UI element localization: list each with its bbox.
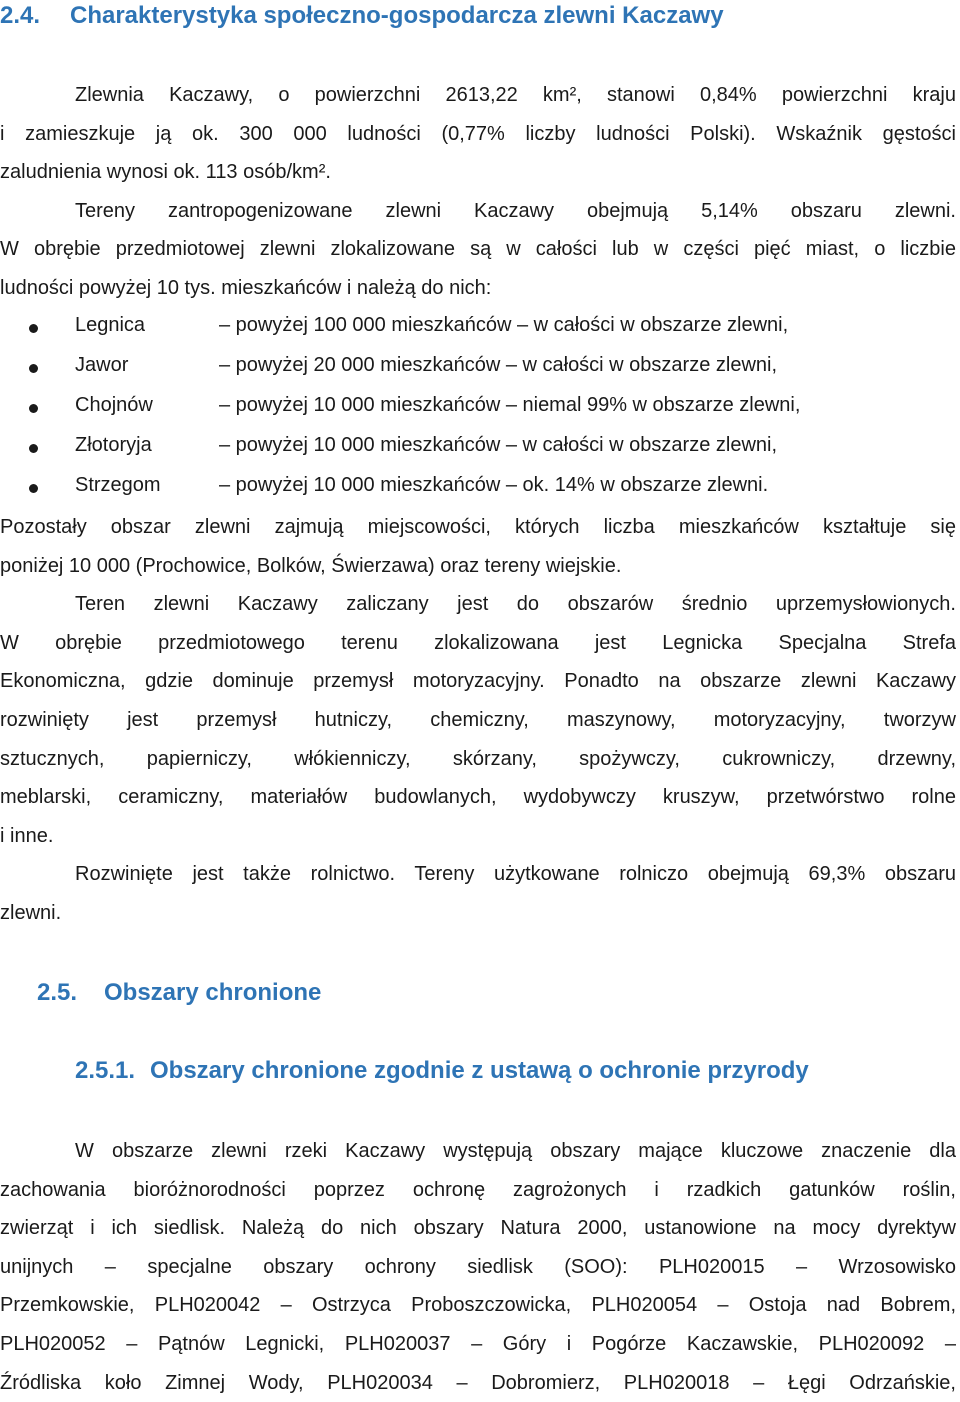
bullet-icon xyxy=(29,484,38,493)
text-line: poniżej 10 000 (Prochowice, Bolków, Świerzawa) oraz tereny wiejskie. xyxy=(0,554,622,577)
text-line: W obrębie przedmiotowego terenu zlokalizowana jest Legnicka Specjalna Strefa xyxy=(0,631,956,654)
text-line: meblarski, ceramiczny, materiałów budowlanych, wydobywczy kruszyw, przetwórstwo rolne xyxy=(0,786,956,809)
city-name: Chojnów xyxy=(75,394,153,416)
section-heading-2-4 xyxy=(0,2,724,30)
heading-number: 2.4. xyxy=(0,2,41,29)
cities-list xyxy=(0,309,960,509)
city-name: Legnica xyxy=(75,314,146,336)
list-item xyxy=(0,349,960,389)
heading-title: Charakterystyka społeczno-gospodarcza zlewni Kaczawy xyxy=(70,2,724,29)
list-item xyxy=(0,469,960,509)
text-line: i inne. xyxy=(0,824,54,847)
heading-title: Obszary chronione zgodnie z ustawą o ochronie przyrody xyxy=(150,1057,809,1084)
text-line: Ekonomiczna, gdzie dominuje przemysł motoryzacyjny. Ponadto na obszarze zlewni Kaczawy xyxy=(0,670,956,693)
bullet-icon xyxy=(29,444,38,453)
city-name: Jawor xyxy=(75,354,129,376)
city-description: – powyżej 10 000 mieszkańców – niemal 99% w obszarze zlewni, xyxy=(219,394,801,416)
text-line: zlewni. xyxy=(0,901,62,924)
city-name: Strzegom xyxy=(75,474,161,496)
text-line: zaludnienia wynosi ok. 113 osób/km². xyxy=(0,161,331,184)
bullet-icon xyxy=(29,324,38,333)
text-line: Tereny zantropogenizowane zlewni Kaczawy obejmują 5,14% obszaru zlewni. xyxy=(75,199,956,222)
intro-paragraph xyxy=(0,76,956,308)
bullet-icon xyxy=(29,364,38,373)
section-heading-2-5-1 xyxy=(75,1057,809,1085)
text-line: Źródliska koło Zimnej Wody, PLH020034 – Dobromierz, PLH020018 – Łęgi Odrzańskie, xyxy=(0,1371,956,1394)
section-heading-2-5 xyxy=(37,979,321,1007)
text-line: ludności powyżej 10 tys. mieszkańców i należą do nich: xyxy=(0,276,492,299)
bullet-icon xyxy=(29,404,38,413)
city-description: – powyżej 20 000 mieszkańców – w całości w obszarze zlewni, xyxy=(219,354,778,376)
text-line: W obrębie przedmiotowej zlewni zlokalizowane są w całości lub w części pięć miast, o liczbie xyxy=(0,238,956,261)
text-line: i zamieszkuje ją ok. 300 000 ludności (0,77% liczby ludności Polski). Wskaźnik gęstości xyxy=(0,122,956,145)
heading-number: 2.5. xyxy=(37,979,78,1006)
text-line: W obszarze zlewni rzeki Kaczawy występują obszary mające kluczowe znaczenie dla xyxy=(75,1140,956,1162)
text-line: Przemkowskie, PLH020042 – Ostrzyca Proboszczowicka, PLH020054 – Ostoja nad Bobrem, xyxy=(0,1294,956,1317)
natura-paragraph xyxy=(0,1132,956,1402)
list-item xyxy=(0,309,960,349)
text-line: sztucznych, papierniczy, włókienniczy, skórzany, spożywczy, cukrowniczy, drzewny, xyxy=(0,747,956,770)
economy-paragraph xyxy=(0,508,956,933)
heading-title: Obszary chronione xyxy=(104,979,322,1006)
heading-number: 2.5.1. xyxy=(75,1057,136,1084)
text-line: unijnych – specjalne obszary ochrony siedlisk (SOO): PLH020015 – Wrzosowisko xyxy=(0,1255,956,1278)
text-line: Pozostały obszar zlewni zajmują miejscowości, których liczba mieszkańców kształtuje się xyxy=(0,516,956,538)
text-line: zachowania bioróżnorodności poprzez ochronę zagrożonych i rzadkich gatunków roślin, xyxy=(0,1178,956,1201)
list-item xyxy=(0,389,960,429)
text-line: rozwinięty jest przemysł hutniczy, chemiczny, maszynowy, motoryzacyjny, tworzyw xyxy=(0,708,956,731)
city-description: – powyżej 100 000 mieszkańców – w całości w obszarze zlewni, xyxy=(219,314,789,336)
city-name: Złotoryja xyxy=(75,434,152,456)
city-description: – powyżej 10 000 mieszkańców – ok. 14% w obszarze zlewni. xyxy=(219,474,769,496)
text-line: Zlewnia Kaczawy, o powierzchni 2613,22 km², stanowi 0,84% powierzchni kraju xyxy=(75,84,956,106)
city-description: – powyżej 10 000 mieszkańców – w całości w obszarze zlewni, xyxy=(219,434,778,456)
text-line: zwierząt i ich siedlisk. Należą do nich obszary Natura 2000, ustanowione na mocy dyrektyw xyxy=(0,1217,956,1240)
text-line: Rozwinięte jest także rolnictwo. Tereny użytkowane rolniczo obejmują 69,3% obszaru xyxy=(75,863,956,886)
text-line: PLH020052 – Pątnów Legnicki, PLH020037 – Góry i Pogórze Kaczawskie, PLH020092 – xyxy=(0,1332,956,1355)
list-item xyxy=(0,429,960,469)
text-line: Teren zlewni Kaczawy zaliczany jest do obszarów średnio uprzemysłowionych. xyxy=(75,593,956,616)
